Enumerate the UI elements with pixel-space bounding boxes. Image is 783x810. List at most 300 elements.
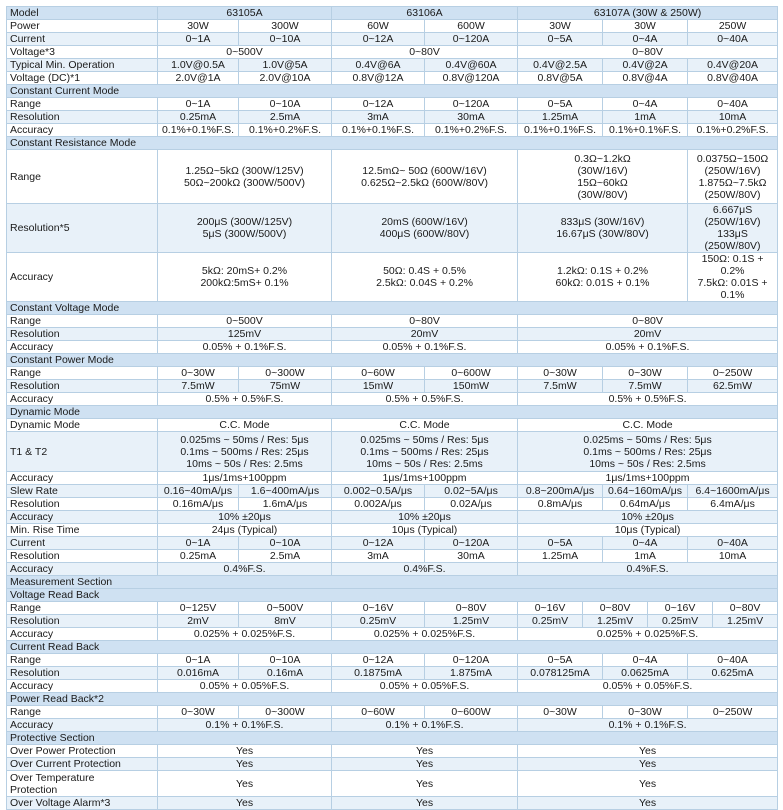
spec-value: 0.002A/μs — [332, 498, 425, 511]
spec-value: 0.025% + 0.025%F.S. — [158, 628, 332, 641]
spec-value: 0~1A — [158, 33, 239, 46]
spec-value: 3mA — [332, 111, 425, 124]
spec-value: 0.8~200mA/μs — [518, 485, 603, 498]
spec-value: C.C. Mode — [158, 419, 332, 432]
spec-value: 2.0V@10A — [239, 72, 332, 85]
spec-value: 0.4V@20A — [688, 59, 778, 72]
spec-value: 0.02~5A/μs — [425, 485, 518, 498]
spec-value: 0.16mA/μs — [158, 498, 239, 511]
spec-value: 0.1%+0.1%F.S. — [518, 124, 603, 137]
row-label: Over Voltage Alarm*3 — [7, 797, 158, 810]
model-header-row — [7, 7, 778, 20]
spec-value: Yes — [518, 797, 778, 810]
spec-value: 10% ±20μs — [332, 511, 518, 524]
spec-value: 300W — [239, 20, 332, 33]
spec-value: 150mW — [425, 380, 518, 393]
row-label: Current — [7, 33, 158, 46]
spec-row — [7, 20, 778, 33]
row-label: Accuracy — [7, 511, 158, 524]
spec-row — [7, 33, 778, 46]
row-label: Accuracy — [7, 719, 158, 732]
spec-value-line: 0.0375Ω~150Ω — [696, 152, 769, 165]
spec-value: 60W — [332, 20, 425, 33]
spec-value: 0.05% + 0.1%F.S. — [158, 341, 332, 354]
spec-subcell: 1.25mV — [712, 615, 777, 627]
spec-value — [518, 432, 778, 472]
spec-table — [6, 6, 778, 810]
spec-value — [688, 204, 778, 253]
spec-value: 0~30W — [518, 367, 603, 380]
section-title: Measurement Section — [7, 576, 778, 589]
row-label: Accuracy — [7, 628, 158, 641]
spec-value-line: 833μS (30W/16V) — [560, 216, 645, 228]
spec-row — [7, 98, 778, 111]
spec-value: 0~120A — [425, 98, 518, 111]
spec-value: 0~300W — [239, 706, 332, 719]
spec-row — [7, 758, 778, 771]
spec-row — [7, 511, 778, 524]
spec-value: Yes — [158, 797, 332, 810]
section-title: Protective Section — [7, 732, 778, 745]
spec-value-line: 60kΩ: 0.01S + 0.1% — [555, 277, 650, 289]
spec-row — [7, 393, 778, 406]
spec-value: 0.1%+0.1%F.S. — [603, 124, 688, 137]
spec-row — [7, 253, 778, 302]
spec-row — [7, 602, 778, 615]
spec-value: 600W — [425, 20, 518, 33]
spec-value: 0.05% + 0.05%F.S. — [332, 680, 518, 693]
row-label: Resolution — [7, 498, 158, 511]
row-label: Range — [7, 706, 158, 719]
spec-row — [7, 124, 778, 137]
spec-value: 0.64mA/μs — [603, 498, 688, 511]
row-label: Voltage (DC)*1 — [7, 72, 158, 85]
spec-row — [7, 204, 778, 253]
spec-value: 0.8V@4A — [603, 72, 688, 85]
model-name: 63105A — [158, 7, 332, 20]
spec-value: 0.5% + 0.5%F.S. — [518, 393, 778, 406]
spec-value: 0~10A — [239, 98, 332, 111]
spec-value-line: Over Temperature — [10, 771, 95, 784]
spec-value: 0~30W — [158, 367, 239, 380]
spec-subcell: 0~16V — [647, 602, 712, 614]
spec-value: 0.05% + 0.1%F.S. — [332, 341, 518, 354]
section-title: Voltage Read Back — [7, 589, 778, 602]
spec-value-line: 2.5kΩ: 0.04S + 0.2% — [376, 277, 473, 289]
spec-value: 7.5mW — [158, 380, 239, 393]
spec-value-line: 7.5kΩ: 0.01S + 0.1% — [697, 277, 768, 301]
spec-value: 0~12A — [332, 537, 425, 550]
section-header-row — [7, 354, 778, 367]
row-label: Over Current Protection — [7, 758, 158, 771]
spec-row — [7, 563, 778, 576]
spec-value: 0~120A — [425, 537, 518, 550]
row-label: Accuracy — [7, 341, 158, 354]
spec-row — [7, 667, 778, 680]
spec-value: 0~120A — [425, 33, 518, 46]
row-label: Power — [7, 20, 158, 33]
row-label: Resolution — [7, 615, 158, 628]
spec-value: 8mV — [239, 615, 332, 628]
spec-value: 0.4%F.S. — [158, 563, 332, 576]
spec-value-line: (30W/80V) — [577, 188, 628, 201]
spec-value-line: 50Ω: 0.4S + 0.5% — [383, 265, 466, 277]
spec-row — [7, 328, 778, 341]
spec-value: 0~4A — [603, 654, 688, 667]
spec-value: 0.5% + 0.5%F.S. — [332, 393, 518, 406]
spec-value: 7.5mW — [603, 380, 688, 393]
spec-value: 10μs (Typical) — [332, 524, 518, 537]
spec-value: 0~40A — [688, 33, 778, 46]
spec-value: 0.5% + 0.5%F.S. — [158, 393, 332, 406]
section-header-row — [7, 302, 778, 315]
spec-value-line: (250W/16V) — [704, 164, 761, 177]
row-label: Accuracy — [7, 680, 158, 693]
spec-value-line: 1.2kΩ: 0.1S + 0.2% — [557, 265, 649, 277]
row-label: Resolution — [7, 550, 158, 563]
spec-value: 2.0V@1A — [158, 72, 239, 85]
spec-value: 0~1A — [158, 654, 239, 667]
section-title: Constant Voltage Mode — [7, 302, 778, 315]
spec-value: 0~80V — [332, 46, 518, 59]
spec-value: 0~30W — [518, 706, 603, 719]
spec-value: 0~1A — [158, 537, 239, 550]
spec-value-line: 0.025ms ~ 50ms / Res: 5μs — [360, 433, 489, 446]
spec-value: 0.02A/μs — [425, 498, 518, 511]
spec-value: 0.05% + 0.05%F.S. — [158, 680, 332, 693]
spec-value — [332, 204, 518, 253]
spec-value-line: 1.875Ω~7.5kΩ — [698, 176, 767, 189]
spec-value: 0~500V — [239, 602, 332, 615]
spec-value-line: 10ms ~ 50s / Res: 2.5ms — [366, 457, 483, 470]
spec-value — [518, 204, 688, 253]
spec-value: 0.1%+0.2%F.S. — [425, 124, 518, 137]
spec-value: Yes — [158, 771, 332, 797]
spec-row — [7, 719, 778, 732]
row-label: T1 & T2 — [7, 432, 158, 472]
section-title: Power Read Back*2 — [7, 693, 778, 706]
section-header-row — [7, 641, 778, 654]
spec-value: 0.078125mA — [518, 667, 603, 680]
spec-value: 0.4V@6A — [332, 59, 425, 72]
spec-value: 0.16mA — [239, 667, 332, 680]
spec-value: 0~5A — [518, 33, 603, 46]
spec-value: 0.025% + 0.025%F.S. — [332, 628, 518, 641]
spec-value: 1.875mA — [425, 667, 518, 680]
spec-value: 30W — [518, 20, 603, 33]
spec-value-line: 10ms ~ 50s / Res: 2.5ms — [186, 457, 303, 470]
spec-value: 24μs (Typical) — [158, 524, 332, 537]
section-header-row — [7, 406, 778, 419]
spec-value: 0~80V — [518, 315, 778, 328]
spec-value-line: 200μS (300W/125V) — [196, 216, 293, 228]
spec-value-line: 0.3Ω~1.2kΩ — [574, 152, 631, 165]
spec-value — [158, 253, 332, 302]
spec-value-line: 0.625Ω~2.5kΩ (600W/80V) — [361, 176, 488, 189]
spec-value: 0.25mA — [158, 550, 239, 563]
spec-value: 2mV — [158, 615, 239, 628]
spec-row — [7, 46, 778, 59]
row-label: Model — [7, 7, 158, 20]
spec-value: 0~12A — [332, 98, 425, 111]
row-label: Resolution — [7, 328, 158, 341]
spec-value: 0.1% + 0.1%F.S. — [332, 719, 518, 732]
section-header-row — [7, 85, 778, 98]
spec-subcell: 1.25mV — [582, 615, 647, 627]
spec-value — [158, 150, 332, 204]
spec-row — [7, 745, 778, 758]
row-label: Range — [7, 98, 158, 111]
model-name: 63107A (30W & 250W) — [518, 7, 778, 20]
spec-row — [7, 380, 778, 393]
spec-row — [7, 72, 778, 85]
spec-value: C.C. Mode — [518, 419, 778, 432]
spec-value: 6.4mA/μs — [688, 498, 778, 511]
spec-value: C.C. Mode — [332, 419, 518, 432]
row-label: Over Power Protection — [7, 745, 158, 758]
spec-row — [7, 472, 778, 485]
spec-cell-split — [518, 615, 778, 628]
spec-value: 1mA — [603, 550, 688, 563]
spec-value: 0~5A — [518, 98, 603, 111]
spec-value: 1mA — [603, 111, 688, 124]
spec-value-line: 1.25Ω~5kΩ (300W/125V) — [185, 164, 304, 177]
spec-value: 10% ±20μs — [158, 511, 332, 524]
spec-value: 1.6~400mA/μs — [239, 485, 332, 498]
spec-value: 0.1%+0.1%F.S. — [158, 124, 239, 137]
spec-subcell: 0.25mV — [531, 615, 569, 627]
spec-value-line: 50Ω~200kΩ (300W/500V) — [183, 176, 306, 189]
spec-value-line: 133μS (250W/80V) — [704, 228, 761, 252]
spec-value-line: 15Ω~60kΩ — [577, 176, 628, 189]
spec-value: 20mV — [332, 328, 518, 341]
spec-value: 1.0V@0.5A — [158, 59, 239, 72]
spec-row — [7, 797, 778, 810]
spec-value: 1.6mA/μs — [239, 498, 332, 511]
row-label: Range — [7, 367, 158, 380]
spec-value: 0.4V@60A — [425, 59, 518, 72]
spec-value: 6.4~1600mA/μs — [688, 485, 778, 498]
spec-value: 0~10A — [239, 537, 332, 550]
spec-value: 0.25mA — [158, 111, 239, 124]
spec-value: 0~80V — [425, 602, 518, 615]
spec-row — [7, 150, 778, 204]
spec-value: 0.4V@2.5A — [518, 59, 603, 72]
spec-value-line: 6.667μS (250W/16V) — [704, 204, 761, 228]
spec-value: 0~60W — [332, 367, 425, 380]
spec-value-line: 150Ω: 0.1S + 0.2% — [701, 253, 764, 277]
spec-value: 250W — [688, 20, 778, 33]
spec-value-line: (250W/80V) — [704, 188, 761, 201]
spec-value: 0.16~40mA/μs — [158, 485, 239, 498]
spec-value: 0.4V@2A — [603, 59, 688, 72]
spec-value: 0.1875mA — [332, 667, 425, 680]
spec-value-line: 20mS (600W/16V) — [381, 216, 468, 228]
spec-value: 0~80V — [518, 46, 778, 59]
spec-value-line: 5kΩ: 20mS+ 0.2% — [201, 265, 288, 277]
spec-value-line: 12.5mΩ~ 50Ω (600W/16V) — [362, 164, 487, 177]
spec-value: 0~125V — [158, 602, 239, 615]
spec-value: 2.5mA — [239, 550, 332, 563]
spec-table-body — [7, 7, 778, 810]
section-title: Current Read Back — [7, 641, 778, 654]
section-header-row — [7, 732, 778, 745]
spec-value: 30mA — [425, 550, 518, 563]
spec-value: 0.8V@5A — [518, 72, 603, 85]
spec-value: 75mW — [239, 380, 332, 393]
spec-value: 0.05% + 0.1%F.S. — [518, 341, 778, 354]
spec-row — [7, 341, 778, 354]
spec-value: 0~40A — [688, 98, 778, 111]
spec-value: 0.8V@120A — [425, 72, 518, 85]
row-label: Resolution — [7, 111, 158, 124]
spec-value: 3mA — [332, 550, 425, 563]
spec-value: 0~500V — [158, 46, 332, 59]
spec-value: 0~120A — [425, 654, 518, 667]
spec-value: 0~12A — [332, 654, 425, 667]
spec-value: 0~250W — [688, 706, 778, 719]
spec-value — [332, 253, 518, 302]
spec-value: 1.0V@5A — [239, 59, 332, 72]
spec-value: 20mV — [518, 328, 778, 341]
spec-value: 0~30W — [603, 706, 688, 719]
spec-value: Yes — [332, 745, 518, 758]
spec-value-line: 0.025ms ~ 50ms / Res: 5μs — [180, 433, 309, 446]
spec-value: 0.1%+0.2%F.S. — [239, 124, 332, 137]
spec-value: Yes — [518, 758, 778, 771]
spec-row — [7, 680, 778, 693]
spec-value: 0.05% + 0.05%F.S. — [518, 680, 778, 693]
spec-value: 15mW — [332, 380, 425, 393]
spec-value: 0.8V@12A — [332, 72, 425, 85]
spec-value-line: 400μS (600W/80V) — [379, 228, 470, 240]
spec-value: 0.1%+0.1%F.S. — [332, 124, 425, 137]
spec-value: 30mA — [425, 111, 518, 124]
spec-value: 0.625mA — [688, 667, 778, 680]
row-label: Range — [7, 315, 158, 328]
spec-value: 125mV — [158, 328, 332, 341]
spec-subcell: 0.25mV — [647, 615, 712, 627]
spec-value: 0.1% + 0.1%F.S. — [518, 719, 778, 732]
spec-row — [7, 111, 778, 124]
spec-value-line: 10ms ~ 50s / Res: 2.5ms — [589, 457, 706, 470]
spec-value — [518, 150, 688, 204]
row-label — [7, 771, 158, 797]
row-label: Accuracy — [7, 253, 158, 302]
spec-value: 0~1A — [158, 98, 239, 111]
spec-subcell: 0~80V — [582, 602, 647, 614]
spec-value-line: Protection — [10, 783, 58, 796]
spec-value: 0.002~0.5A/μs — [332, 485, 425, 498]
spec-value: 0~600W — [425, 367, 518, 380]
spec-row — [7, 432, 778, 472]
spec-row — [7, 367, 778, 380]
spec-value-line: 0.1ms ~ 500ms / Res: 25μs — [583, 445, 712, 458]
spec-row — [7, 315, 778, 328]
spec-value: 0~5A — [518, 537, 603, 550]
section-header-row — [7, 137, 778, 150]
spec-value: Yes — [158, 758, 332, 771]
spec-row — [7, 771, 778, 797]
spec-value: 0.8V@40A — [688, 72, 778, 85]
row-label: Resolution — [7, 667, 158, 680]
spec-value: 10μs (Typical) — [518, 524, 778, 537]
spec-value — [688, 253, 778, 302]
spec-row — [7, 524, 778, 537]
spec-value: 1.25mA — [518, 111, 603, 124]
spec-value: 0~500V — [158, 315, 332, 328]
row-label: Resolution — [7, 380, 158, 393]
spec-value: 0~4A — [603, 98, 688, 111]
spec-value-line: 0.1ms ~ 500ms / Res: 25μs — [360, 445, 489, 458]
spec-value: Yes — [332, 797, 518, 810]
section-title: Constant Power Mode — [7, 354, 778, 367]
section-title: Constant Current Mode — [7, 85, 778, 98]
spec-row — [7, 628, 778, 641]
spec-row — [7, 419, 778, 432]
spec-value: 10mA — [688, 550, 778, 563]
spec-value — [158, 432, 332, 472]
spec-value: Yes — [332, 771, 518, 797]
spec-value: 1.25mV — [425, 615, 518, 628]
spec-value: 0.4%F.S. — [518, 563, 778, 576]
spec-value: 0~4A — [603, 33, 688, 46]
spec-value: 10% ±20μs — [518, 511, 778, 524]
spec-value: 0~16V — [332, 602, 425, 615]
spec-value: 0~600W — [425, 706, 518, 719]
spec-row — [7, 615, 778, 628]
row-label: Accuracy — [7, 393, 158, 406]
model-name: 63106A — [332, 7, 518, 20]
spec-value-line: 0.025ms ~ 50ms / Res: 5μs — [583, 433, 712, 446]
spec-value: 0~10A — [239, 654, 332, 667]
spec-value: 0.025% + 0.025%F.S. — [518, 628, 778, 641]
row-label: Current — [7, 537, 158, 550]
spec-value: 0.8mA/μs — [518, 498, 603, 511]
row-label: Typical Min. Operation — [7, 59, 158, 72]
spec-value: 62.5mW — [688, 380, 778, 393]
spec-value: 7.5mW — [518, 380, 603, 393]
spec-row — [7, 498, 778, 511]
spec-value: Yes — [518, 745, 778, 758]
spec-row — [7, 59, 778, 72]
section-title: Dynamic Mode — [7, 406, 778, 419]
spec-value — [688, 150, 778, 204]
row-label: Accuracy — [7, 563, 158, 576]
row-label: Min. Rise Time — [7, 524, 158, 537]
spec-value: 0.0625mA — [603, 667, 688, 680]
spec-value — [332, 432, 518, 472]
spec-value: 0~40A — [688, 537, 778, 550]
spec-value: Yes — [518, 771, 778, 797]
spec-value: 0~40A — [688, 654, 778, 667]
section-title: Constant Resistance Mode — [7, 137, 778, 150]
spec-value — [518, 253, 688, 302]
spec-value: 0.64~160mA/μs — [603, 485, 688, 498]
spec-value-line: 5μS (300W/500V) — [202, 228, 287, 240]
spec-value: 30W — [158, 20, 239, 33]
spec-value: 0~4A — [603, 537, 688, 550]
spec-value: 0.016mA — [158, 667, 239, 680]
section-header-row — [7, 576, 778, 589]
spec-value: 0.4%F.S. — [332, 563, 518, 576]
spec-row — [7, 485, 778, 498]
spec-value: 1μs/1ms+100ppm — [332, 472, 518, 485]
spec-subcell: 0~16V — [534, 602, 566, 614]
row-label: Accuracy — [7, 124, 158, 137]
spec-cell-split — [518, 602, 778, 615]
spec-value: 0~12A — [332, 33, 425, 46]
